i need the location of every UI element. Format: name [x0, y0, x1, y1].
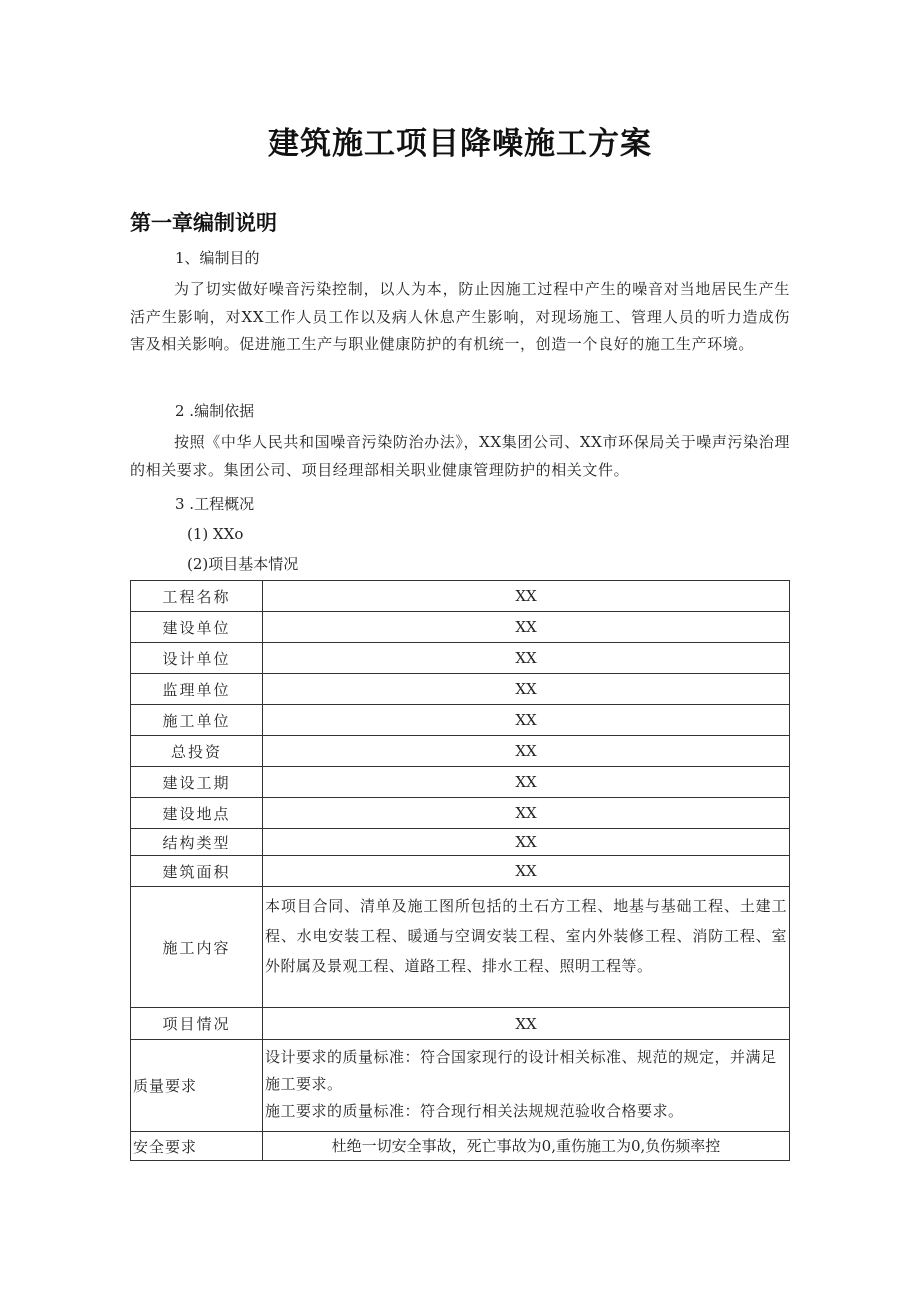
table-row: [131, 612, 790, 643]
table-row: [131, 581, 790, 612]
section-2-heading: 2 .编制依据: [175, 402, 255, 420]
table-row: [131, 643, 790, 674]
chapter-heading: 第一章编制说明: [130, 211, 277, 235]
row-label: 质量要求: [131, 1040, 263, 1132]
table-row: [131, 767, 790, 798]
project-info-table: [130, 580, 790, 1161]
document-title: 建筑施工项目降噪施工方案: [268, 126, 652, 162]
row-label: 建设工期: [131, 767, 263, 798]
table-row: [131, 1132, 790, 1161]
row-value: XX: [263, 1008, 790, 1040]
row-value: XX: [263, 705, 790, 736]
row-label: 安全要求: [131, 1132, 263, 1161]
table-row: [131, 705, 790, 736]
row-value: XX: [263, 581, 790, 612]
row-value: XX: [263, 736, 790, 767]
table-row: [131, 887, 790, 1008]
row-label: 工程名称: [131, 581, 263, 612]
row-value: XX: [263, 767, 790, 798]
table-row: [131, 674, 790, 705]
row-value: XX: [263, 829, 790, 856]
table-row: [131, 856, 790, 887]
quality-construction-standard: 施工要求的质量标准：符合现行相关法规规范验收合格要求。: [265, 1102, 684, 1120]
row-label: 建设单位: [131, 612, 263, 643]
table-row: [131, 798, 790, 829]
row-label: 项目情况: [131, 1008, 263, 1040]
row-label: 设计单位: [131, 643, 263, 674]
row-label: 建筑面积: [131, 856, 263, 887]
row-value: 本项目合同、清单及施工图所包括的土石方工程、地基与基础工程、土建工程、水电安装工程、暖通与空调安装工程、室内外装修工程、消防工程、室外附属及景观工程、道路工程、排水工程、照明工程等。: [263, 887, 790, 1008]
section-3-item-2: (2)项目基本情况: [187, 555, 299, 573]
row-value: XX: [263, 674, 790, 705]
row-value: XX: [263, 612, 790, 643]
row-label: 施工单位: [131, 705, 263, 736]
table-row: [131, 1040, 790, 1132]
section-3-heading: 3 .工程概况: [175, 495, 255, 513]
row-label: 建设地点: [131, 798, 263, 829]
row-value: [263, 1040, 790, 1132]
row-label: 总投资: [131, 736, 263, 767]
row-value: 杜绝一切安全事故，死亡事故为0,重伤施工为0,负伤频率控: [263, 1132, 790, 1161]
table-row: [131, 829, 790, 856]
section-2-paragraph: 按照《中华人民共和国噪音污染防治办法》，XX集团公司、XX市环保局关于噪声污染治理的相关要求。集团公司、项目经理部相关职业健康管理防护的相关文件。: [130, 433, 790, 479]
row-value: XX: [263, 643, 790, 674]
row-label: 施工内容: [131, 887, 263, 1008]
quality-design-standard: 设计要求的质量标准：符合国家现行的设计相关标准、规范的规定，并满足施工要求。: [265, 1048, 777, 1093]
section-1-paragraph: 为了切实做好噪音污染控制，以人为本，防止因施工过程中产生的噪音对当地居民生产生活产生影响，对XX工作人员工作以及病人休息产生影响，对现场施工、管理人员的听力造成伤害及相关影响。促进施工生产与职业健康防护的有机统一，创造一个良好的施工生产环境。: [130, 280, 790, 353]
section-3-item-1: (1) XXo: [187, 525, 244, 543]
row-value: XX: [263, 798, 790, 829]
row-label: 结构类型: [131, 829, 263, 856]
row-label: 监理单位: [131, 674, 263, 705]
row-value: XX: [263, 856, 790, 887]
section-1-heading: 1、编制目的: [175, 249, 260, 267]
table-row: [131, 736, 790, 767]
table-row: [131, 1008, 790, 1040]
